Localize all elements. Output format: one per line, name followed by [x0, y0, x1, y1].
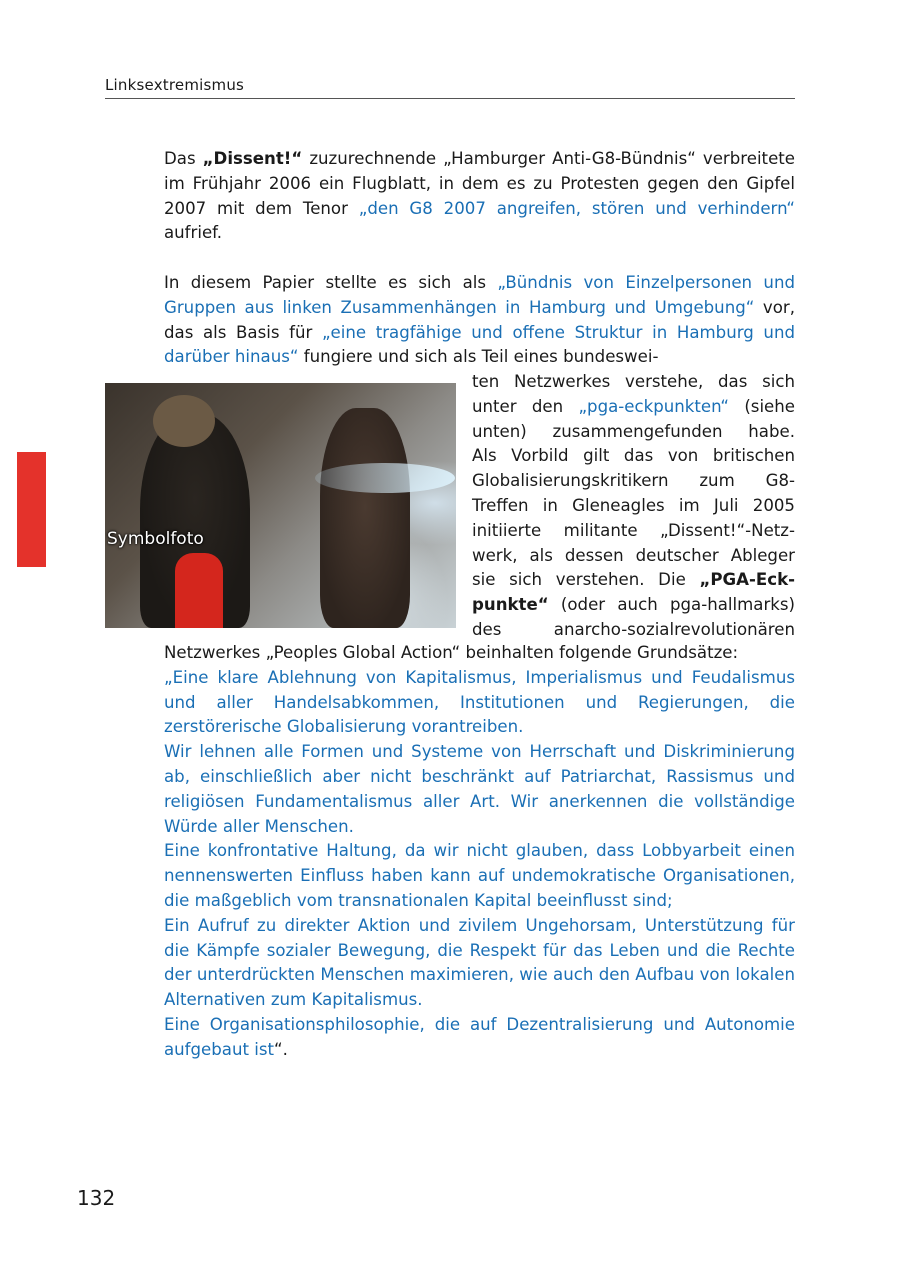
text-run: zuzurechnende „Hamburger Anti-G8-Bündnis“ verbreitete im Frühjahr 2006 ein Flugblatt, in dem es zu Protesten gegen den Gipfel 2007 mit dem Tenor	[164, 149, 795, 218]
page-number: 132	[77, 1186, 116, 1210]
text-run: fungiere und sich als Teil eines bundeswei-	[298, 347, 659, 367]
running-header: Linksextremismus	[105, 76, 245, 94]
bold-term: punkte“	[472, 595, 549, 615]
text-line: initiierte militante „Dissent!“-Netz-	[472, 520, 795, 540]
text-run: aufrief.	[164, 223, 223, 243]
paragraph-intro	[164, 147, 795, 246]
text-run: vor, das als Basis für	[164, 297, 795, 342]
text-line: unten) zusammengefunden habe.	[472, 421, 795, 441]
principle-item: Eine konfrontative Haltung, da wir nicht glauben, dass Lobbyarbeit einen nennenswerten Einfluss haben kann auf undemokratische Organisationen, die maßgeblich vom transnationalen Kapital beeinflusst sind;	[164, 841, 795, 910]
text-run: Das	[164, 149, 203, 168]
principle-item: Wir lehnen alle Formen und Systeme von Herrschaft und Diskriminierung ab, einschließlich aber nicht beschränkt auf Patriarchat, Rassismus und religiösen Fundamentalismus aller Art. Wir anerkennen die vollständige Würde aller Menschen.	[164, 742, 795, 836]
text-run: In diesem Papier stellte es sich als	[164, 273, 498, 292]
text-line	[472, 568, 795, 593]
quote: Eine Organisationsphilosophie, die auf Dezentralisierung und Autonomie aufgebaut ist	[164, 1014, 795, 1059]
text-line: Treffen in Gleneagles im Juli 2005	[472, 495, 795, 515]
text-line: Globalisierungskritikern zum G8-	[472, 471, 795, 491]
fire-extinguisher-shape	[175, 553, 223, 628]
symbol-photo	[105, 383, 456, 628]
photo-figure	[320, 408, 410, 628]
bold-term: „Dissent!“	[202, 149, 303, 168]
text-run: (siehe	[729, 396, 795, 416]
quote: „pga-eckpunkten“	[578, 396, 730, 416]
text-line: des anarcho-sozialrevolutionären	[472, 619, 795, 639]
photo-head	[153, 395, 215, 447]
text-run: unter den	[472, 396, 579, 416]
principle-item: „Eine klare Ablehnung von Kapitalismus, Imperialismus und Feudalismus und aller Handelsabkommen, Institutionen und Regierungen, die zerstörerische Globalisierung vorantreiben.	[164, 667, 795, 737]
header-divider	[105, 98, 795, 99]
paragraph-self-description	[164, 271, 795, 370]
text-line	[472, 593, 795, 618]
principle-item	[164, 1013, 795, 1063]
photo-caption: Symbolfoto	[107, 529, 204, 549]
text-line: Als Vorbild gilt das von britischen	[472, 446, 795, 466]
chapter-marker-tab	[17, 452, 46, 567]
text-run: (oder auch pga-hallmarks)	[548, 595, 795, 615]
bold-term: „PGA-Eck-	[699, 570, 795, 590]
quote: „eine tragfähige und offene Struktur in Hamburg und darüber hinaus“	[164, 322, 795, 367]
wrapped-text-beside-photo	[472, 370, 795, 643]
text-run: sie sich verstehen. Die	[472, 570, 700, 590]
principle-item: Ein Aufruf zu direkter Aktion und zivilem Ungehorsam, Unterstützung für die Kämpfe sozialer Bewegung, die Respekt für das Leben und die Rechte der unterdrückten Menschen maximieren, wie auch den Aufbau von lokalen Alternativen zum Kapitalismus.	[164, 915, 795, 1010]
quote: „Bündnis von Einzelpersonen und Gruppen aus linken Zusammenhängen in Hamburg und Umgebung“	[164, 273, 796, 317]
principles-intro: Netzwerkes „Peoples Global Action“ beinhalten folgende Grundsätze:	[164, 643, 739, 662]
photo-spray	[315, 463, 455, 493]
text-line: ten Netzwerkes verstehe, das sich	[472, 372, 795, 391]
text-run: “.	[274, 1039, 288, 1059]
quote: „den G8 2007 angreifen, stören und verhindern“	[358, 198, 795, 218]
paragraph-principles	[164, 641, 795, 1063]
text-line	[472, 395, 795, 420]
text-line: werk, als dessen deutscher Ableger	[472, 545, 795, 565]
